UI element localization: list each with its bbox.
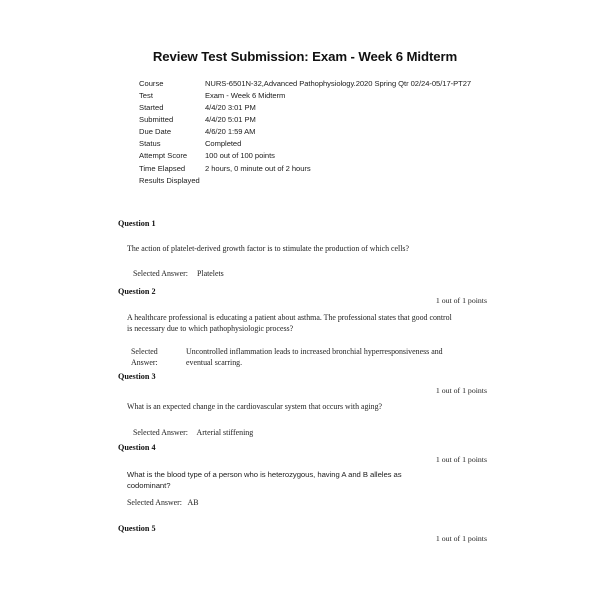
metadata-label: Results Displayed	[139, 175, 200, 185]
metadata-row-due-date	[139, 127, 489, 136]
question-text-2: A healthcare professional is educating a patient about asthma. The professional states that good control is necessary due to which pathophysiologic process?	[127, 313, 452, 334]
question-text-1: The action of platelet-derived growth factor is to stimulate the production of which cells?	[127, 244, 409, 253]
metadata-row-status	[139, 139, 489, 148]
exam-metadata-table	[139, 79, 489, 188]
question-heading-4: Question 4	[118, 443, 156, 452]
question-points-5: 1 out of 1 points	[435, 534, 487, 543]
selected-answer-text: Platelets	[196, 269, 224, 278]
metadata-value: 4/4/20 3:01 PM	[205, 103, 256, 113]
metadata-value: 4/6/20 1:59 AM	[205, 127, 256, 137]
metadata-value: 2 hours, 0 minute out of 2 hours	[205, 163, 311, 173]
question-heading-5: Question 5	[118, 524, 156, 533]
question-text-4: What is the blood type of a person who is heterozygous, having A and B alleles as codominant?	[127, 470, 402, 491]
selected-answer-3	[133, 428, 253, 437]
selected-answer-label: Selected Answer:	[133, 428, 188, 437]
metadata-row-course	[139, 79, 489, 88]
metadata-row-test	[139, 91, 489, 100]
selected-answer-4	[127, 498, 199, 507]
question-points-2: 1 out of 1 points	[435, 296, 487, 305]
metadata-label: Status	[139, 139, 161, 149]
metadata-value: Completed	[205, 139, 242, 149]
metadata-row-submitted	[139, 115, 489, 124]
metadata-label: Attempt Score	[139, 151, 188, 161]
metadata-row-started	[139, 103, 489, 112]
metadata-label: Submitted	[139, 115, 174, 125]
question-points-4: 1 out of 1 points	[435, 455, 487, 464]
selected-answer-1	[133, 269, 224, 278]
metadata-value: 100 out of 100 points	[205, 151, 275, 161]
metadata-label: Test	[139, 91, 153, 101]
question-heading-1: Question 1	[118, 219, 156, 228]
metadata-label: Started	[139, 103, 164, 113]
metadata-value: Exam - Week 6 Midterm	[205, 91, 286, 101]
selected-answer-2	[131, 347, 461, 369]
metadata-row-time-elapsed	[139, 164, 489, 173]
selected-answer-text: Uncontrolled inflammation leads to increased bronchial hyperresponsiveness and eventual scarring.	[186, 347, 443, 367]
question-heading-2: Question 2	[118, 287, 156, 296]
selected-answer-label: Selected Answer:	[133, 269, 188, 278]
selected-answer-label-line1: Selected	[131, 347, 158, 356]
selected-answer-label-line2: Answer:	[131, 357, 158, 367]
question-heading-3: Question 3	[118, 372, 156, 381]
metadata-label: Due Date	[139, 127, 172, 137]
selected-answer-text: Arterial stiffening	[196, 428, 254, 437]
metadata-value: 4/4/20 5:01 PM	[205, 115, 256, 125]
selected-answer-text: AB	[187, 498, 199, 507]
page-title: Review Test Submission: Exam - Week 6 Midterm	[152, 49, 458, 64]
metadata-row-results-displayed	[139, 176, 489, 185]
question-points-3: 1 out of 1 points	[435, 386, 487, 395]
metadata-label: Course	[139, 79, 164, 88]
metadata-value: NURS-6501N-32,Advanced Pathophysiology.2020 Spring Qtr 02/24-05/17-PT27	[205, 79, 472, 88]
metadata-row-attempt-score	[139, 151, 489, 160]
selected-answer-label: Selected Answer:	[127, 498, 182, 507]
selected-answer-label	[131, 347, 186, 369]
question-text-3: What is an expected change in the cardiovascular system that occurs with aging?	[127, 402, 383, 411]
metadata-label: Time Elapsed	[139, 163, 186, 173]
